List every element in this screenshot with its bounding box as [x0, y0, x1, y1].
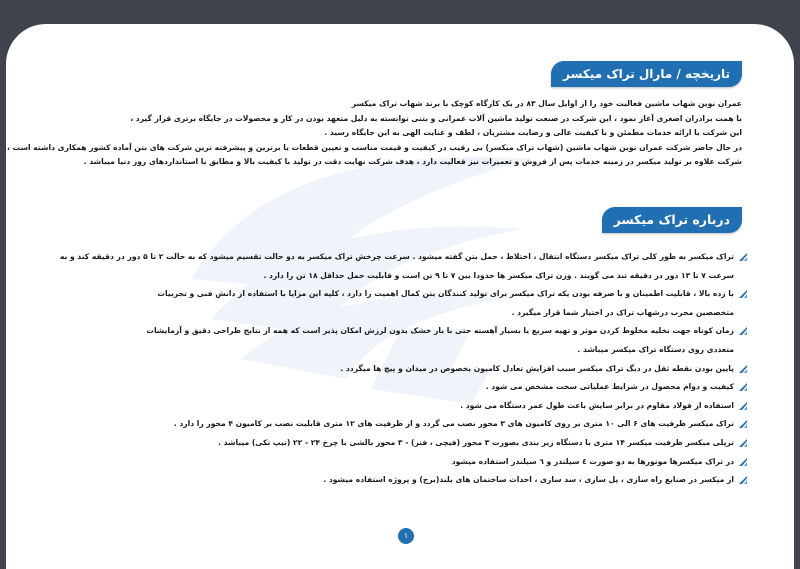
arrow-bullet-icon	[738, 419, 748, 429]
bullet-item	[38, 322, 748, 359]
arrow-bullet-icon	[738, 457, 748, 467]
arrow-bullet-icon	[738, 475, 748, 485]
bullet-text: ترپلی میکسر ظرفیت میکسر ۱۴ متری با دستگاه زیر بندی بصورت ۳ محور (فیچی ، فنر) - ۳ محور بالشی با چرخ ۲۴ - ۲۲ (تیپ تکی) میباشد .	[218, 437, 734, 447]
history-heading: تاریخچه / مارال تراک میکسر	[551, 61, 742, 87]
arrow-bullet-icon	[738, 438, 748, 448]
bullet-text: از میکسر در صنایع راه سازی ، پل سازی ، سد سازی ، احداث ساختمان های بلند(برج) و پروژه استفاده میشود .	[323, 475, 734, 485]
history-paragraph: عمران نوین شهاب ماشین فعالیت خود را از اوایل سال ۸۳ در یک کارگاه کوچک با برند شهاب تراک میکسر	[351, 99, 742, 108]
bullet-text: کیفیت و دوام محصول در شرایط عملیاتی سخت مشخص می شود .	[485, 382, 734, 392]
arrow-bullet-icon	[738, 252, 748, 262]
bullet-text: متعددی روی دستگاه تراک میکسر میباشد .	[577, 344, 734, 354]
about-heading: درباره تراک میکسر	[602, 207, 742, 233]
bullet-item	[38, 471, 748, 490]
bullet-text: تراک میکسر ظرفیت های ۶ الی ۱۰ متری بر روی کامیون های ۳ محور نصب می گردد و از ظرفیت های ۱۲ متری قابلیت نصب بر کامیون ۴ محور را دارد .	[173, 419, 734, 429]
arrow-bullet-icon	[738, 401, 748, 411]
bullet-item	[38, 378, 748, 397]
bullet-text: پایین بودن نقطه ثقل در دیگ تراک میکسر سبب افزایش تعادل کامیون بخصوص در میدان و پیچ ها میگردد .	[340, 363, 734, 373]
bullet-text: در تراک میکسرها موتورها به دو صورت ٤ سیلندر و ٦ سیلندر استفاده میشود	[451, 456, 734, 466]
bullet-item	[38, 415, 748, 434]
history-text	[7, 97, 742, 170]
bullet-text: تراک میکسر به طور کلی تراک میکسر دستگاه انتقال ، اختلاط ، حمل بتن گفته میشود . سرعت چرخش تراک میکسر به دو حالت تقسیم میشود که به حالت ۲ تا ۵ دور در دقیقه کند و به	[59, 252, 734, 261]
bullet-item	[38, 453, 748, 472]
arrow-bullet-icon	[738, 326, 748, 336]
bullet-text: با زده بالا ، قابلیت اطمینان و با صرفه بودن یکه تراک میکسر برای تولید کنندگان بتن کمال اهمیت را دارد ، کلیه این مزایا با استفاده از دانش فنی و تجربیات	[157, 289, 734, 299]
about-bullet-list	[38, 248, 748, 490]
document-page	[6, 24, 794, 569]
bullet-text: متخصصین مجرب درشهاب تراک در اختیار شما قرار میگیرد .	[511, 307, 734, 317]
arrow-bullet-icon	[738, 364, 748, 374]
history-paragraph: این شرکت با ارائه خدمات مطمئن و با کیفیت عالی و رضایت مشتریان ، لطف و عنایت الهی به این جایگاه رسید .	[324, 128, 742, 138]
bullet-item	[38, 360, 748, 379]
arrow-bullet-icon	[738, 382, 748, 392]
bullet-item	[38, 434, 748, 453]
bullet-item	[38, 397, 748, 416]
arrow-bullet-icon	[738, 289, 748, 299]
bullet-text: سرعت ۷ تا ۱۳ دور در دقیقه تند می گویند . وزن تراک میکسر ها حدودا بین ۷ تا ۹ تن است و قابلیت حمل حداقل ۱۸ تن را دارد .	[263, 270, 734, 280]
page-number: ١	[398, 528, 414, 544]
bullet-text: استفاده از فولاد مقاوم در برابر سایش باعث طول عمر دستگاه می شود .	[460, 400, 734, 410]
bullet-item	[38, 248, 748, 285]
history-paragraph: شرکت علاوه بر تولید میکسر در زمینه خدمات پس از فروش و تعمیرات نیز فعالیت دارد ، هدف شرکت نهایت دقت در تولید با کیفیت بالا و مطابق با استانداردهای روز دنیا میباشد .	[83, 157, 742, 167]
bullet-item	[38, 285, 748, 322]
history-paragraph: در حال حاضر شرکت عمران نوین شهاب ماشین (شهاب تراک میکسر) بی رقیب در کیفیت و قیمت مناسب و تعیین قطعات با برترین و پیشرفته ترین شرکت های بتن آماده کشور همکاری داشته است ،	[7, 142, 742, 152]
history-paragraph: با همت برادران اصغری آغاز نمود ، این شرکت در صنعت تولید ماشین آلات عمرانی و بتنی توانسته به دلیل متعهد بودن در کار و محصولات در جایگاه برتری قرار گیرد ،	[130, 113, 742, 123]
bullet-text: زمان کوتاه جهت تخلیه مخلوط کردن موثر و تهیه سریع یا بسیار آهسته حتی با بار خشک بدون لرزش امکان پذیر است که همه از نتایج طراحی دقیق و آزمایشات	[146, 326, 734, 336]
